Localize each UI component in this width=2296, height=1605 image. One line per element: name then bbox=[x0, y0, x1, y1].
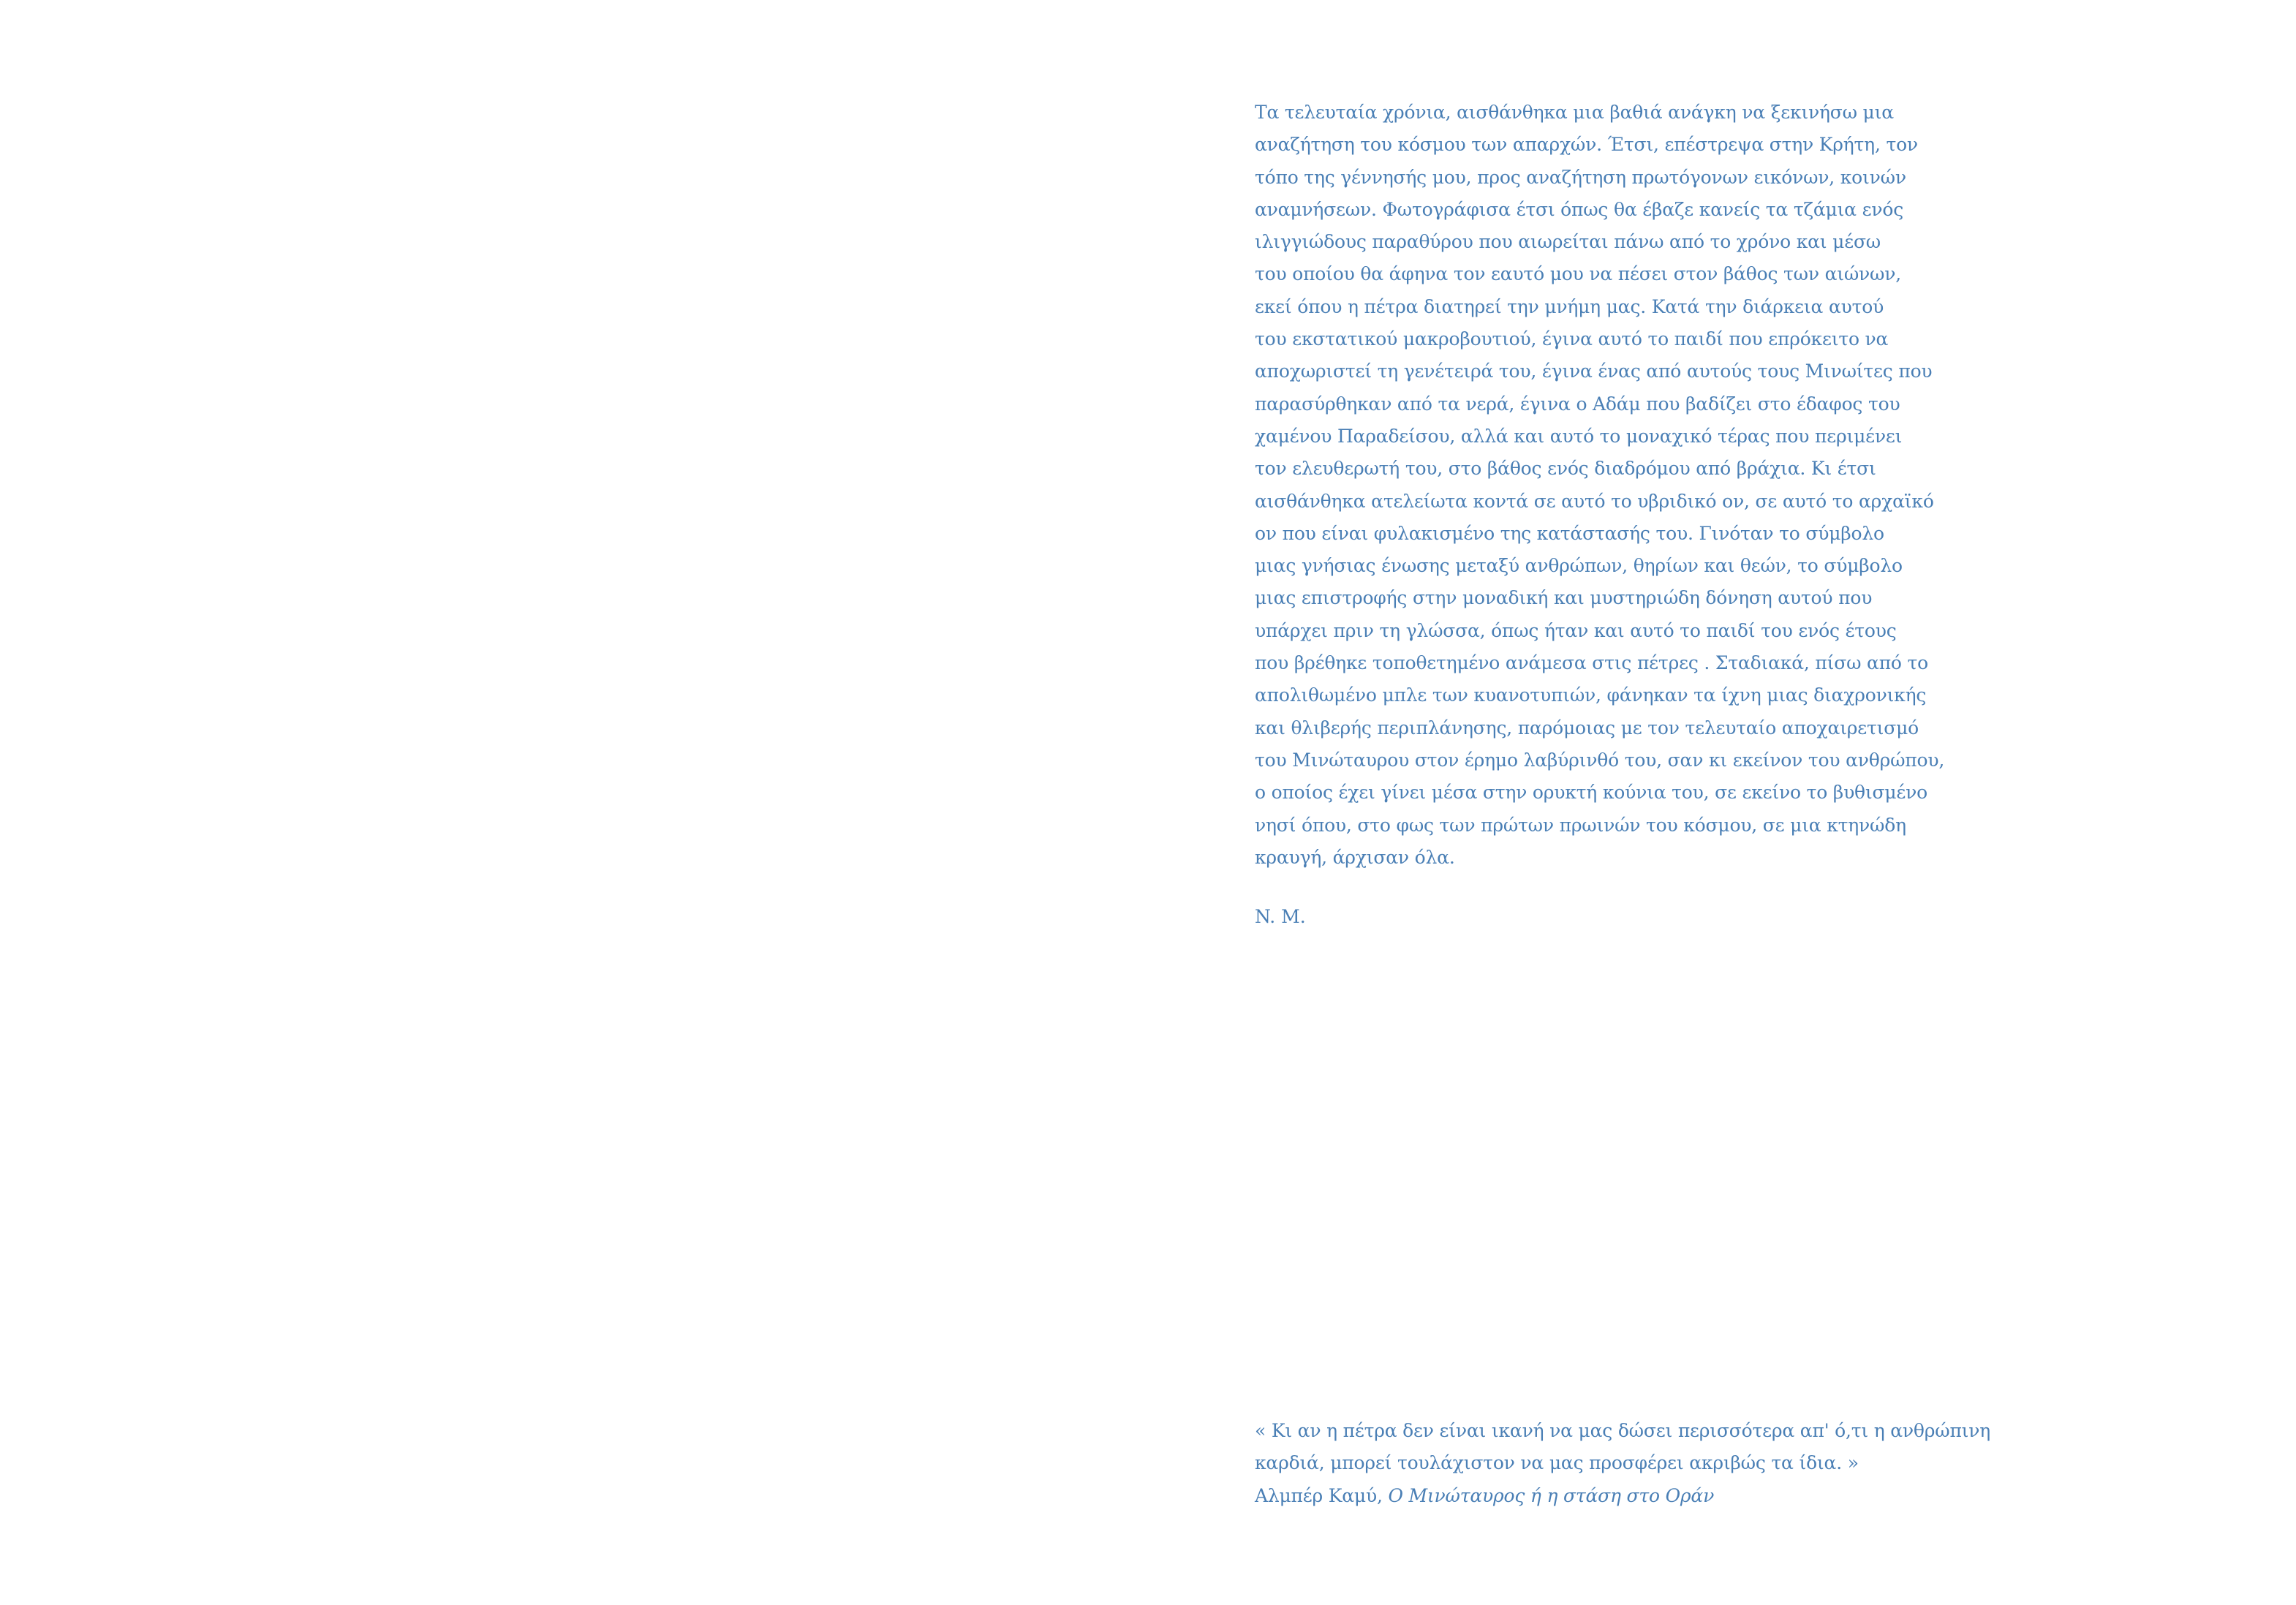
epigraph-author: Αλμπέρ Καμύ, bbox=[1255, 1484, 1389, 1506]
essay-line: εκεί όπου η πέτρα διατηρεί την μνήμη μας. Κατά την διάρκεια αυτού bbox=[1255, 295, 1884, 317]
epigraph bbox=[1255, 1415, 2132, 1512]
essay-line: που βρέθηκε τοποθετημένο ανάμεσα στις πέτρες . Σταδιακά, πίσω από το bbox=[1255, 652, 1929, 674]
essay-line: αναμνήσεων. Φωτογράφισα έτσι όπως θα έβαζε κανείς τα τζάμια ενός bbox=[1255, 198, 1904, 220]
essay-line: αισθάνθηκα ατελείωτα κοντά σε αυτό το υβριδικό ον, σε αυτό το αρχαϊκό bbox=[1255, 490, 1934, 512]
essay-line: Τα τελευταία χρόνια, αισθάνθηκα μια βαθιά ανάγκη να ξεκινήσω μια bbox=[1255, 102, 1894, 123]
right-page bbox=[1148, 0, 2296, 1605]
epigraph-quote-line: καρδιά, μπορεί τουλάχιστον να μας προσφέρει ακριβώς τα ίδια. » bbox=[1255, 1452, 1859, 1474]
essay-line: του Μινώταυρου στον έρημο λαβύρινθό του, σαν κι εκείνον του ανθρώπου, bbox=[1255, 749, 1945, 771]
essay-line: μιας γνήσιας ένωσης μεταξύ ανθρώπων, θηρίων και θεών, το σύμβολο bbox=[1255, 555, 1903, 577]
epigraph-attribution bbox=[1255, 1480, 2132, 1512]
author-signature: N. M. bbox=[1255, 906, 1306, 927]
essay-line: του οποίου θα άφηνα τον εαυτό μου να πέσει στον βάθος των αιώνων, bbox=[1255, 263, 1901, 285]
epigraph-work-title: Ο Μινώταυρος ή η στάση στο Οράν bbox=[1388, 1484, 1715, 1506]
essay-line: παρασύρθηκαν από τα νερά, έγινα ο Αδάμ που βαδίζει στο έδαφος του bbox=[1255, 393, 1900, 415]
essay-line: κραυγή, άρχισαν όλα. bbox=[1255, 846, 1455, 868]
essay-line: του εκστατικού μακροβουτιού, έγινα αυτό το παιδί που επρόκειτο να bbox=[1255, 328, 1889, 350]
essay-line: μιας επιστροφής στην μοναδική και μυστηριώδη δόνηση αυτού που bbox=[1255, 587, 1873, 609]
essay-line: απολιθωμένο μπλε των κυανοτυπιών, φάνηκαν τα ίχνη μιας διαχρονικής bbox=[1255, 684, 1927, 706]
essay-line: και θλιβερής περιπλάνησης, παρόμοιας με τον τελευταίο αποχαιρετισμό bbox=[1255, 717, 1919, 739]
essay-line: τόπο της γέννησής μου, προς αναζήτηση πρωτόγονων εικόνων, κοινών bbox=[1255, 166, 1906, 188]
essay-line: τον ελευθερωτή του, στο βάθος ενός διαδρόμου από βράχια. Κι έτσι bbox=[1255, 458, 1876, 480]
essay-line: νησί όπου, στο φως των πρώτων πρωινών του κόσμου, σε μια κτηνώδη bbox=[1255, 814, 1906, 836]
epigraph-quote-line: « Κι αν η πέτρα δεν είναι ικανή να μας δώσει περισσότερα απ' ό,τι η ανθρώπινη bbox=[1255, 1420, 1991, 1441]
essay-line: χαμένου Παραδείσου, αλλά και αυτό το μοναχικό τέρας που περιμένει bbox=[1255, 425, 1903, 447]
essay-line: αναζήτηση του κόσμου των απαρχών. Έτσι, επέστρεψα στην Κρήτη, τον bbox=[1255, 134, 1918, 156]
essay-line: ον που είναι φυλακισμένο της κατάστασής του. Γινόταν το σύμβολο bbox=[1255, 522, 1884, 544]
essay-line: αποχωριστεί τη γενέτειρά του, έγινα ένας από αυτούς τους Μινωίτες που bbox=[1255, 360, 1933, 382]
essay-line: ιλιγγιώδους παραθύρου που αιωρείται πάνω από το χρόνο και μέσω bbox=[1255, 231, 1881, 253]
essay-paragraph bbox=[1255, 97, 1986, 874]
essay-line: ο οποίος έχει γίνει μέσα στην ορυκτή κούνια του, σε εκείνο το βυθισμένο bbox=[1255, 782, 1928, 804]
essay-line: υπάρχει πριν τη γλώσσα, όπως ήταν και αυτό το παιδί του ενός έτους bbox=[1255, 619, 1897, 641]
